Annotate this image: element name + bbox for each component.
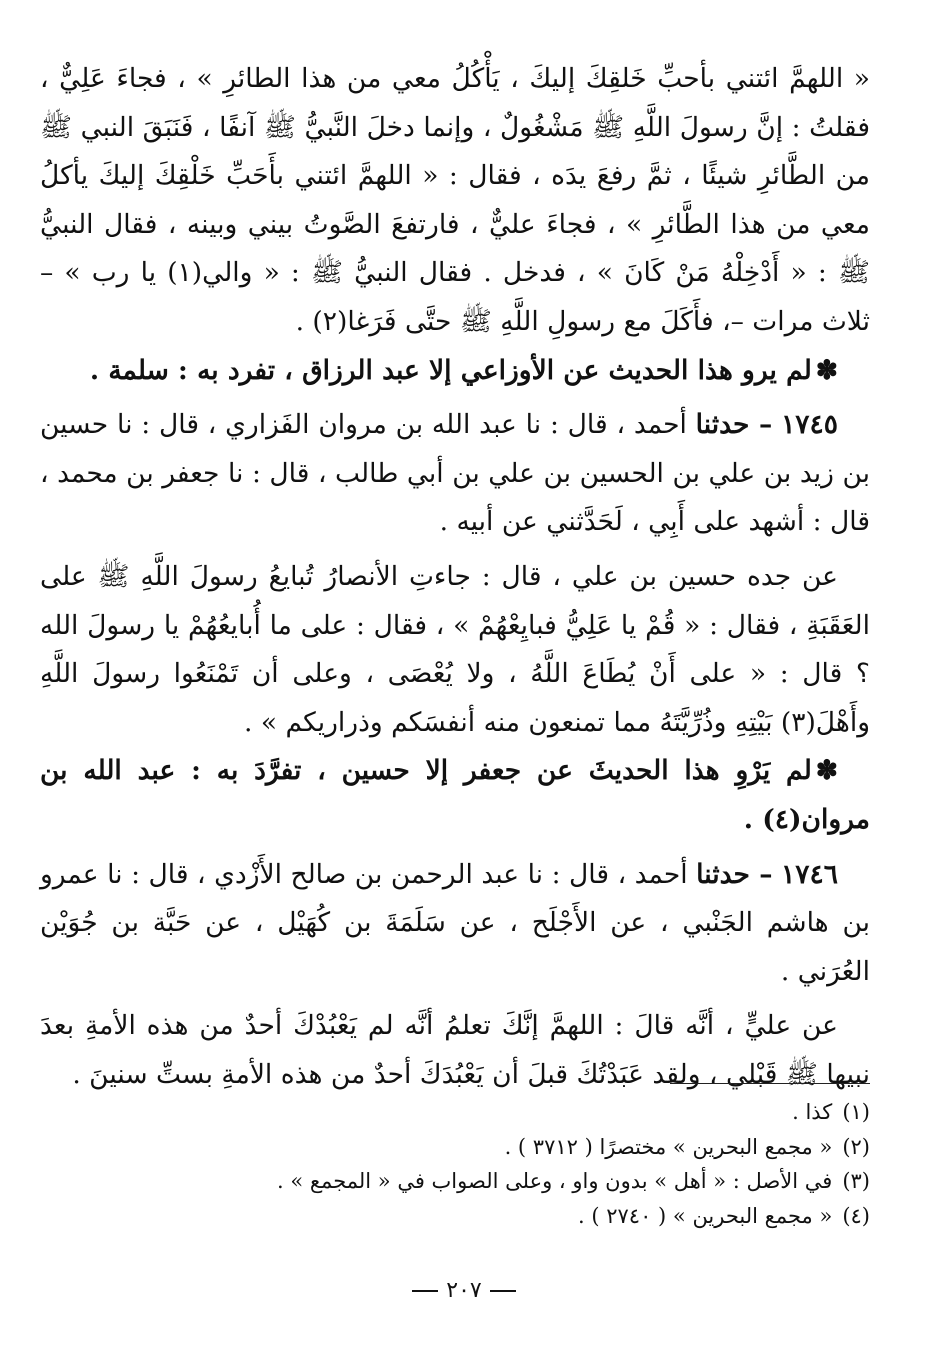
footnotes (40, 1095, 870, 1233)
footnote-item (40, 1199, 870, 1234)
hadith-1746-isnad (40, 851, 870, 997)
isnad-text: أحمد ، قال : نا عبد الرحمن بن صالح الأَزْدي ، قال : نا عمرو بن هاشم الجَنْبي ، عن الأَجْلَح ، عن سَلَمَةَ بن كُهَيْل ، عن حَبَّة بن جُوَيْن العُرَني . (40, 858, 870, 987)
hadith-number: ١٧٤٦ (781, 858, 838, 890)
footnote-number: (١) (842, 1100, 870, 1124)
footnote-text: « مجمع البحرين » مختصرًا ( ٣٧١٢ ) . (504, 1134, 833, 1159)
editor-note-2 (40, 747, 870, 844)
editor-note-text: لم يرو هذا الحديث عن الأوزاعي إلا عبد الرزاق ، تفرد به : سلمة . (89, 354, 812, 386)
isnad-text: أحمد ، قال : نا عبد الله بن مروان الفَزاري ، قال : نا حسين بن زيد بن علي بن الحسين بن علي بن أبي طالب ، قال : نا جعفر بن محمد ، قال : أشهد على أَبِي ، لَحَدَّثني عن أبيه . (40, 409, 870, 538)
footnote-text: في الأصل : « أهل » بدون واو ، وعلى الصواب في « المجمع » . (277, 1169, 833, 1193)
footnote-item (40, 1164, 870, 1199)
footnote-number: (٢) (842, 1134, 870, 1159)
hadith-label: – حدثنا (695, 409, 773, 441)
footnote-number: (٣) (842, 1169, 870, 1193)
hadith-label: – حدثنا (696, 858, 773, 890)
footnote-item (40, 1130, 870, 1165)
hadith-1746-matn: عن عليٍّ ، أنَّه قالَ : اللهمَّ إنَّكَ تعلمُ أنَّه لم يَعْبُدْكَ أحدٌ من هذه الأمةِ بعدَ نبيها ﷺ قَبْلي ، ولقد عَبَدْتُكَ قبلَ أن يَعْبُدَكَ أحدٌ من هذه الأمةِ بستِّ سنينَ . (40, 1010, 870, 1090)
star-icon: ✽ (815, 755, 838, 787)
footnote-number: (٤) (842, 1203, 870, 1228)
page-number (0, 1278, 928, 1303)
hadith-1745-matn: عن جده حسين بن علي ، قال : جاءتِ الأنصارُ تُبايعُ رسولَ اللَّهِ ﷺ على العَقَبَةِ ، فقال : « قُمْ يا عَلِيُّ فبايِعْهُمْ » ، فقال : على ما أُبايعُهُمْ يا رسولَ الله ؟ قال : « على أَنْ يُطَاعَ اللَّهُ ، ولا يُعْصَى ، وعلى أن تَمْنَعُوا رسولَ اللَّهِ وأَهْلَ(٣) بَيْتِهِ وذُرِّيَّتَهُ مما تمنعون منه أنفسَكم وذراريكم » . (40, 560, 870, 738)
footnote-item (40, 1095, 870, 1130)
hadith-1745-isnad (40, 401, 870, 547)
dash-icon (490, 1290, 516, 1292)
footnote-text: « مجمع البحرين » ( ٢٧٤٠ ) . (578, 1203, 833, 1228)
editor-note-1 (40, 347, 870, 396)
page-number-value: ٢٠٧ (446, 1278, 482, 1303)
footnote-separator (670, 1083, 870, 1084)
dash-icon (412, 1290, 438, 1292)
hadith-number: ١٧٤٥ (781, 409, 838, 441)
footnote-text: كذا . (792, 1100, 833, 1124)
hadith-1744-tail: « اللهمَّ ائتني بأحبِّ خَلقِكَ إليكَ ، يَأْكُلُ معي من هذا الطائرِ » ، فجاءَ عَلِيٌّ ، فقلتُ : إنَّ رسولَ اللَّهِ ﷺ مَشْغُولٌ ، وإنما دخلَ النَّبيُّ ﷺ آنفًا ، فَنَبَقَ النبي ﷺ من الطَّائرِ شيئًا ، ثمَّ رفعَ يدَه ، فقال : « اللهمَّ ائتني بأَحَبِّ خَلْقِكَ إليكَ يأكلُ معي من هذا الطَّائرِ » ، فجاءَ عليٌّ ، فارتفعَ الصَّوتُ بيني وبينه ، فقال النبيُّ ﷺ : « أَدْخِلْهُ مَنْ كَانَ » ، فدخل . فقال النبيُّ ﷺ : « والي(١) يا رب » – ثلاث مرات –، فأَكَلَ مع رسولِ اللَّهِ ﷺ حتَّى فَرَغا(٢) . (40, 63, 870, 337)
star-icon: ✽ (815, 354, 838, 386)
page-body (40, 55, 870, 1099)
editor-note-text: لم يَرْوِ هذا الحديثَ عن جعفر إلا حسين ، تفرَّدَ به : عبد الله بن مروان(٤) . (40, 755, 870, 835)
